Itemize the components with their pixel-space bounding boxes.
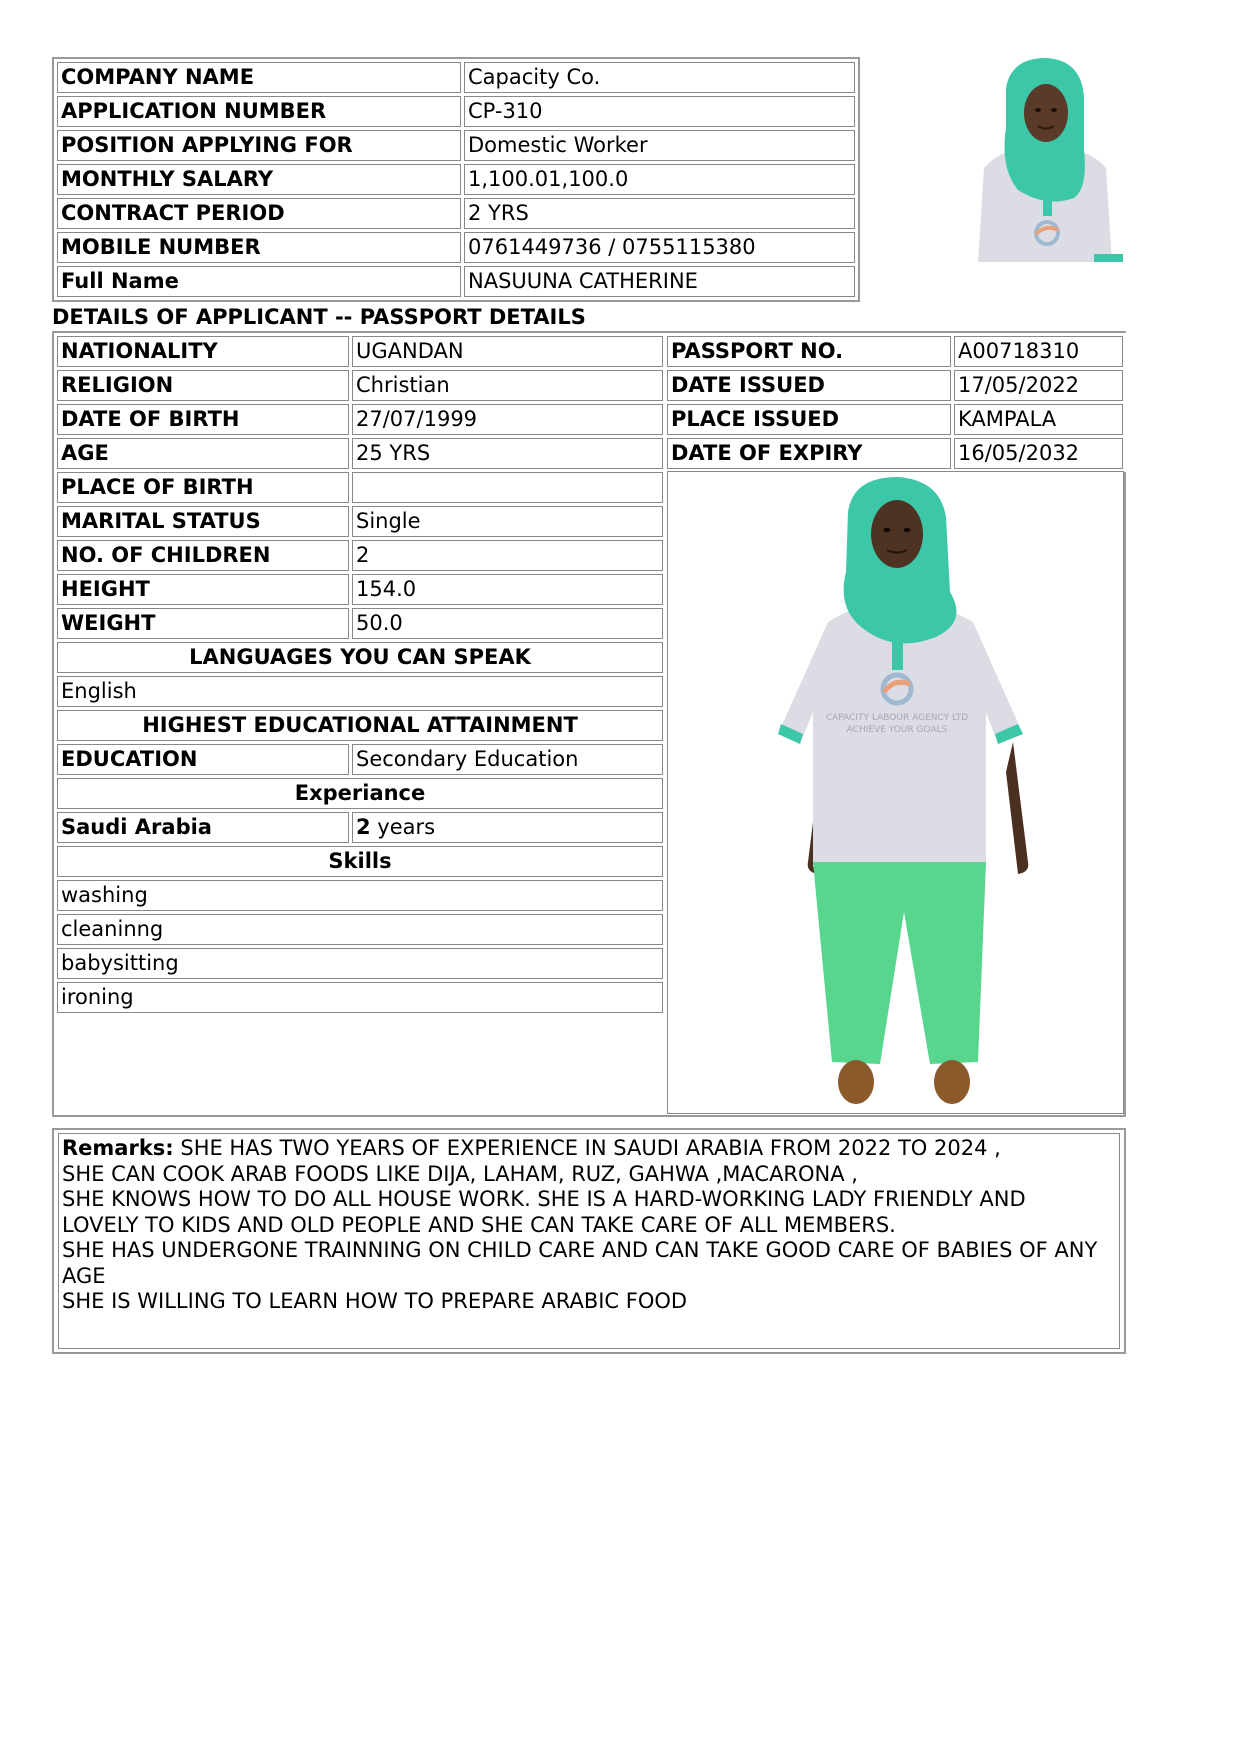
table-row bbox=[57, 846, 663, 877]
remarks-line: LOVELY TO KIDS AND OLD PEOPLE AND SHE CAN TAKE CARE OF ALL MEMBERS. bbox=[62, 1212, 896, 1237]
skill-item: babysitting bbox=[57, 948, 663, 979]
table-row bbox=[57, 914, 663, 945]
contract-period-label: CONTRACT PERIOD bbox=[57, 198, 461, 229]
skill-item: ironing bbox=[57, 982, 663, 1013]
table-row bbox=[57, 198, 855, 229]
table-row bbox=[57, 608, 663, 639]
remarks-line bbox=[62, 1136, 1116, 1162]
dob-value: 27/07/1999 bbox=[352, 404, 663, 435]
weight-value: 50.0 bbox=[352, 608, 663, 639]
remarks-line: AGE bbox=[62, 1263, 106, 1288]
remarks-label: Remarks: bbox=[62, 1136, 174, 1160]
table-row bbox=[57, 540, 663, 571]
dob-label: DATE OF BIRTH bbox=[57, 404, 349, 435]
experience-years-unit: years bbox=[370, 815, 436, 839]
table-row bbox=[57, 232, 855, 263]
table-row bbox=[667, 438, 1123, 469]
application-number-label: APPLICATION NUMBER bbox=[57, 96, 461, 127]
salary-label: MONTHLY SALARY bbox=[57, 164, 461, 195]
marital-status-value: Single bbox=[352, 506, 663, 537]
skill-item: washing bbox=[57, 880, 663, 911]
table-row bbox=[57, 336, 663, 367]
height-label: HEIGHT bbox=[57, 574, 349, 605]
experience-years bbox=[352, 812, 663, 843]
table-row bbox=[57, 710, 663, 741]
table-row bbox=[57, 438, 663, 469]
position-value: Domestic Worker bbox=[464, 130, 855, 161]
position-label: POSITION APPLYING FOR bbox=[57, 130, 461, 161]
remarks-line: SHE HAS UNDERGONE TRAINNING ON CHILD CARE AND CAN TAKE GOOD CARE OF BABIES OF ANY bbox=[62, 1238, 1098, 1262]
table-row bbox=[57, 982, 663, 1013]
table-row bbox=[57, 370, 663, 401]
religion-label: RELIGION bbox=[57, 370, 349, 401]
table-row bbox=[667, 370, 1123, 401]
table-row bbox=[57, 778, 663, 809]
table-row bbox=[667, 404, 1123, 435]
table-row bbox=[57, 472, 663, 503]
education-value: Secondary Education bbox=[352, 744, 663, 775]
table-row bbox=[57, 96, 855, 127]
place-of-birth-label: PLACE OF BIRTH bbox=[57, 472, 349, 503]
language-item: English bbox=[57, 676, 663, 707]
table-row bbox=[57, 676, 663, 707]
education-header: HIGHEST EDUCATIONAL ATTAINMENT bbox=[57, 710, 663, 741]
remarks-content bbox=[58, 1133, 1120, 1349]
table-row bbox=[57, 880, 663, 911]
remarks-line: SHE IS WILLING TO LEARN HOW TO PREPARE ARABIC FOOD bbox=[62, 1289, 688, 1313]
uniform-logo-tagline: ACHIEVE YOUR GOALS bbox=[846, 725, 948, 735]
date-of-expiry-label: DATE OF EXPIRY bbox=[667, 438, 951, 469]
table-row bbox=[57, 744, 663, 775]
section-title: DETAILS OF APPLICANT -- PASSPORT DETAILS bbox=[52, 305, 586, 329]
mobile-number-label: MOBILE NUMBER bbox=[57, 232, 461, 263]
experience-country: Saudi Arabia bbox=[57, 812, 349, 843]
table-row bbox=[57, 506, 663, 537]
languages-header: LANGUAGES YOU CAN SPEAK bbox=[57, 642, 663, 673]
education-label: EDUCATION bbox=[57, 744, 349, 775]
place-issued-label: PLACE ISSUED bbox=[667, 404, 951, 435]
remarks-line: SHE KNOWS HOW TO DO ALL HOUSE WORK. SHE IS A HARD-WORKING LADY FRIENDLY AND bbox=[62, 1187, 1026, 1211]
skills-header: Skills bbox=[57, 846, 663, 877]
table-row bbox=[57, 266, 855, 297]
religion-value: Christian bbox=[352, 370, 663, 401]
table-row bbox=[57, 130, 855, 161]
weight-label: WEIGHT bbox=[57, 608, 349, 639]
table-row bbox=[57, 404, 663, 435]
skill-item: cleaninng bbox=[57, 914, 663, 945]
personal-details-table bbox=[54, 333, 666, 1016]
contract-period-value: 2 YRS bbox=[464, 198, 855, 229]
children-value: 2 bbox=[352, 540, 663, 571]
place-issued-value: KAMPALA bbox=[954, 404, 1123, 435]
passport-number-label: PASSPORT NO. bbox=[667, 336, 951, 367]
application-number-value: CP-310 bbox=[464, 96, 855, 127]
full-name-value: NASUUNA CATHERINE bbox=[464, 266, 855, 297]
company-name-label: COMPANY NAME bbox=[57, 62, 461, 93]
remarks-box bbox=[52, 1128, 1126, 1354]
company-name-value: Capacity Co. bbox=[464, 62, 855, 93]
nationality-label: NATIONALITY bbox=[57, 336, 349, 367]
mobile-number-value: 0761449736 / 0755115380 bbox=[464, 232, 855, 263]
date-of-expiry-value: 16/05/2032 bbox=[954, 438, 1123, 469]
table-row bbox=[57, 164, 855, 195]
children-label: NO. OF CHILDREN bbox=[57, 540, 349, 571]
applicant-full-body-photo bbox=[668, 472, 1122, 1112]
full-body-photo-frame bbox=[667, 471, 1124, 1114]
remarks-text: SHE HAS TWO YEARS OF EXPERIENCE IN SAUDI ARABIA FROM 2022 TO 2024 , bbox=[173, 1136, 1001, 1160]
salary-value: 1,100.01,100.0 bbox=[464, 164, 855, 195]
applicant-headshot-photo bbox=[966, 58, 1123, 262]
age-label: AGE bbox=[57, 438, 349, 469]
full-name-label: Full Name bbox=[57, 266, 461, 297]
experience-years-number: 2 bbox=[356, 815, 371, 839]
passport-number-value: A00718310 bbox=[954, 336, 1123, 367]
nationality-value: UGANDAN bbox=[352, 336, 663, 367]
table-row bbox=[57, 812, 663, 843]
date-issued-label: DATE ISSUED bbox=[667, 370, 951, 401]
passport-details-table bbox=[664, 333, 1126, 472]
experience-header: Experiance bbox=[57, 778, 663, 809]
remarks-line: SHE CAN COOK ARAB FOODS LIKE DIJA, LAHAM, RUZ, GAHWA ,MACARONA , bbox=[62, 1161, 858, 1186]
date-issued-value: 17/05/2022 bbox=[954, 370, 1123, 401]
age-value: 25 YRS bbox=[352, 438, 663, 469]
application-info-table bbox=[52, 57, 860, 302]
table-row bbox=[57, 642, 663, 673]
table-row bbox=[57, 948, 663, 979]
place-of-birth-value bbox=[352, 472, 663, 503]
table-row bbox=[667, 336, 1123, 367]
height-value: 154.0 bbox=[352, 574, 663, 605]
marital-status-label: MARITAL STATUS bbox=[57, 506, 349, 537]
table-row bbox=[57, 62, 855, 93]
table-row bbox=[57, 574, 663, 605]
uniform-logo-text: CAPACITY LABOUR AGENCY LTD bbox=[825, 713, 969, 723]
